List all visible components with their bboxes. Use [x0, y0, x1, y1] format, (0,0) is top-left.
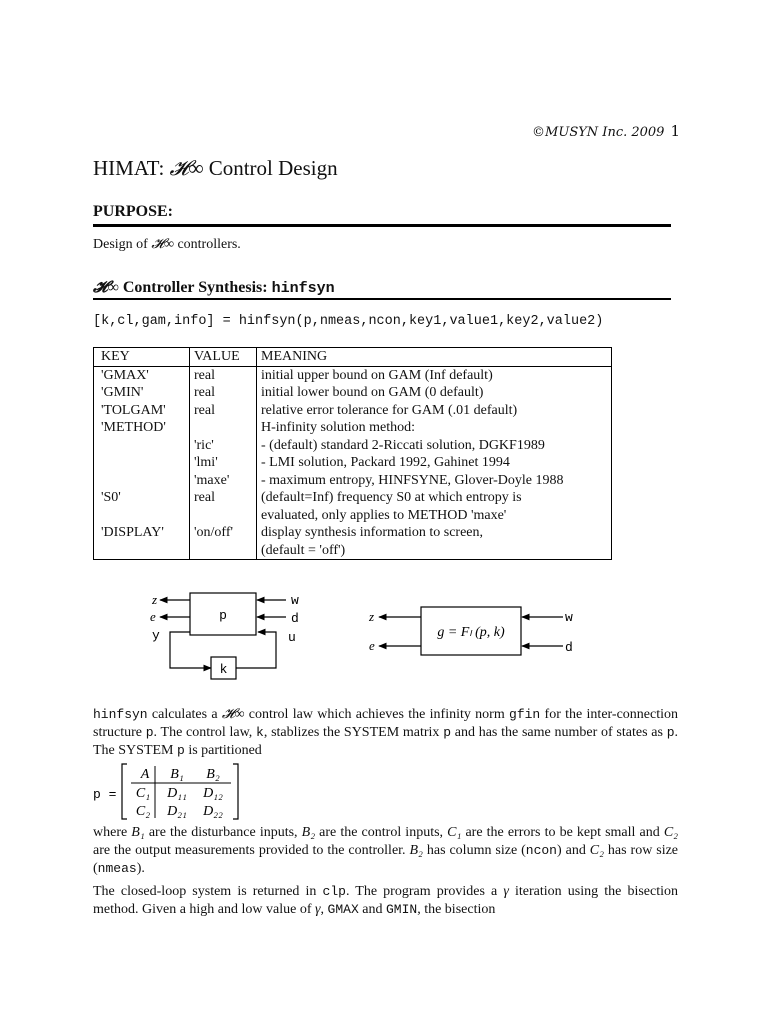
- svg-text:D₁₁: D₁₁: [167, 786, 187, 801]
- signal-w: w: [565, 610, 573, 625]
- divider: [93, 298, 671, 300]
- divider: [93, 224, 671, 227]
- table-row: 'lmi' - LMI solution, Packard 1992, Gahinet 1994: [94, 454, 612, 472]
- interconnection-diagram: [150, 592, 299, 679]
- signal-e: e: [150, 609, 156, 624]
- header-key: KEY: [94, 348, 190, 367]
- signal-z: z: [152, 592, 158, 607]
- table-row: 'ric' - (default) standard 2-Riccati solution, DGKF1989: [94, 437, 612, 455]
- signal-d: d: [291, 611, 299, 626]
- table-header-row: [94, 348, 612, 367]
- syntax-line: [k,cl,gam,info] = hinfsyn(p,nmeas,ncon,key1,value1,key2,value2): [93, 314, 604, 329]
- table-row: 'maxe' - maximum entropy, HINFSYNE, Glover-Doyle 1988: [94, 472, 612, 490]
- partition-matrix: [93, 762, 263, 822]
- svg-text:B₂: B₂: [206, 767, 220, 782]
- purpose-heading: PURPOSE:: [93, 203, 173, 220]
- command-name: hinfsyn: [271, 280, 335, 297]
- signal-d: d: [565, 640, 573, 655]
- header-meaning: MEANING: [257, 348, 612, 367]
- paragraph-partition: where B₁ are the disturbance inputs, B₂ are the control inputs, C₁ are the errors to be kept small and C₂ are the output measurements provided to the controller. B₂ has column size (ncon) and C₂ has row size (nmeas).: [93, 825, 679, 876]
- svg-text:A: A: [140, 767, 150, 782]
- hinf-symbol: 𝓗∞: [169, 156, 204, 180]
- synthesis-heading: 𝓗∞ Controller Synthesis: hinfsyn: [93, 279, 335, 297]
- options-table: [93, 347, 612, 560]
- paragraph-description: hinfsyn calculates a 𝓗∞ control law which achieves the infinity norm gfin for the inter-connection structure p. The control law, k, stablizes the SYSTEM matrix p and has the same number of states as p. The SYSTEM p is partitioned: [93, 707, 679, 758]
- svg-text:C₂: C₂: [135, 804, 151, 819]
- signal-w: w: [291, 593, 299, 608]
- table-row: 'GMAX' real initial upper bound on GAM (Inf default): [94, 366, 612, 384]
- table-row: 'TOLGAM' real relative error tolerance for GAM (.01 default): [94, 402, 612, 420]
- page-number: 1: [670, 122, 680, 140]
- plant-label: p: [219, 608, 227, 623]
- table-row: (default = 'off'): [94, 542, 612, 560]
- svg-text:D₂₁: D₂₁: [167, 804, 187, 819]
- table-row: 'GMIN' real initial lower bound on GAM (0 default): [94, 384, 612, 402]
- block-diagrams: [140, 588, 600, 688]
- page-header: [532, 122, 680, 140]
- signal-y: y: [152, 628, 160, 643]
- signal-e: e: [369, 638, 375, 653]
- closed-loop-diagram: [368, 607, 573, 655]
- signal-u: u: [288, 630, 296, 645]
- purpose-text: Design of 𝓗∞ controllers.: [93, 237, 241, 252]
- table-row: 'METHOD' H-infinity solution method:: [94, 419, 612, 437]
- table-row: 'S0' real (default=Inf) frequency S0 at which entropy is: [94, 489, 612, 507]
- svg-text:C₁: C₁: [135, 786, 151, 801]
- controller-label: k: [219, 662, 228, 677]
- closed-loop-formula: g = Fₗ (p, k): [437, 625, 505, 640]
- svg-text:B₁: B₁: [170, 767, 184, 782]
- svg-text:D₁₂: D₁₂: [203, 786, 223, 801]
- copyright: ©MUSYN Inc. 2009: [532, 125, 665, 140]
- table-row: evaluated, only applies to METHOD 'maxe': [94, 507, 612, 525]
- signal-z: z: [369, 609, 375, 624]
- page-title: HIMAT: 𝓗∞ Control Design: [93, 156, 338, 180]
- paragraph-bisection: The closed-loop system is returned in clp. The program provides a γ iteration using the bisection method. Given a high and low value of γ, GMAX and GMIN, the bisection: [93, 884, 678, 917]
- header-value: VALUE: [190, 348, 257, 367]
- matrix-lhs: p =: [93, 787, 117, 802]
- table-row: 'DISPLAY' 'on/off' display synthesis information to screen,: [94, 524, 612, 542]
- svg-text:D₂₂: D₂₂: [203, 804, 223, 819]
